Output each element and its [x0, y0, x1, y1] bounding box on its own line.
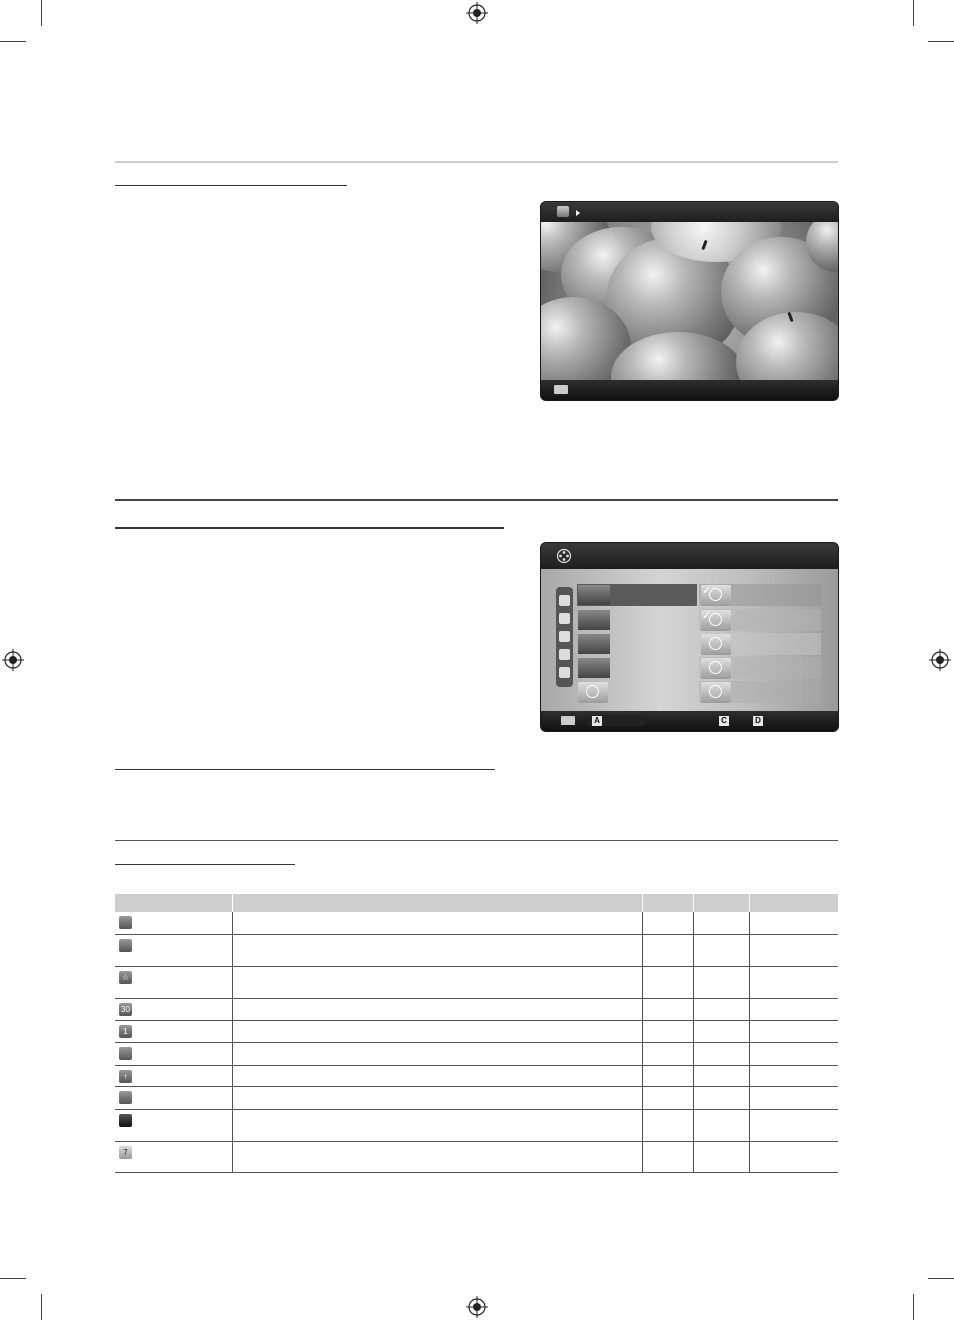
folder-icon	[119, 916, 132, 929]
video-thumbnail[interactable]	[578, 634, 610, 654]
film-reel-placeholder[interactable]	[701, 658, 731, 679]
crop-mark	[913, 0, 914, 26]
registration-mark-icon	[466, 2, 488, 24]
category-rail	[556, 587, 573, 687]
table-row	[115, 935, 838, 967]
table-row	[115, 1021, 838, 1043]
video-thumbnail[interactable]	[578, 658, 610, 678]
table-row	[115, 1066, 838, 1087]
c-button[interactable]: C	[719, 716, 729, 726]
person-icon	[119, 1047, 132, 1060]
person-icon[interactable]	[559, 667, 570, 678]
check-icon: ✓	[702, 585, 712, 597]
table-row	[115, 999, 838, 1021]
film-reel-placeholder[interactable]	[701, 634, 731, 655]
section-divider	[115, 840, 838, 841]
film-reel-placeholder[interactable]	[578, 682, 608, 703]
registration-mark-icon	[466, 1296, 488, 1318]
video-thumbnail[interactable]	[578, 585, 610, 605]
table-header-cell	[232, 894, 642, 912]
crop-mark	[928, 41, 954, 42]
table-header-cell	[693, 894, 749, 912]
play-icon	[576, 210, 580, 216]
crop-mark	[41, 1294, 42, 1320]
calendar-1-icon: 1	[119, 1025, 132, 1038]
music-photo-icon	[557, 206, 569, 217]
remote-icon	[554, 385, 568, 394]
table-row	[115, 1142, 838, 1173]
d-button[interactable]: D	[753, 716, 763, 726]
registration-mark-icon	[929, 649, 951, 671]
table-header-cell	[115, 894, 232, 912]
category-table	[115, 894, 838, 1173]
calendar-30-icon[interactable]	[559, 631, 570, 642]
crop-mark	[41, 0, 42, 26]
calendar-30-icon: 30	[119, 1003, 132, 1016]
star-icon: ☆	[119, 971, 132, 984]
media-list-footer	[541, 711, 838, 731]
media-list-screen	[541, 543, 838, 731]
table-header-cell	[749, 894, 838, 912]
heading-underline	[115, 527, 504, 529]
slideshow-bottom-bar	[541, 380, 838, 400]
slideshow-screen	[541, 202, 838, 400]
crop-mark	[928, 1278, 954, 1279]
slideshow-top-bar	[541, 202, 838, 222]
arrow-up-icon: ↑	[119, 1070, 132, 1083]
remote-icon	[561, 716, 575, 725]
apple-photo	[541, 222, 838, 380]
table-row	[115, 1110, 838, 1142]
pencil-icon	[119, 1091, 132, 1104]
image-icon[interactable]	[559, 613, 570, 624]
heading-underline	[115, 769, 495, 770]
calendar-1-icon[interactable]	[559, 649, 570, 660]
film-reel-placeholder[interactable]	[701, 682, 731, 703]
table-row	[115, 1043, 838, 1066]
media-list-header	[541, 543, 838, 569]
heading-underline	[115, 864, 295, 865]
a-button[interactable]: A	[592, 716, 602, 726]
crop-mark	[0, 41, 26, 42]
section-divider	[115, 499, 838, 501]
calendar-7-icon: 7	[119, 1146, 132, 1159]
video-thumbnail[interactable]	[578, 610, 610, 630]
section-divider	[115, 161, 838, 163]
table-row	[115, 912, 838, 935]
image-icon	[119, 939, 132, 952]
crop-mark	[913, 1294, 914, 1320]
table-row	[115, 1087, 838, 1110]
heading-underline	[115, 185, 347, 186]
table-row	[115, 967, 838, 999]
crop-mark	[0, 1278, 26, 1279]
film-reel-icon	[556, 548, 572, 564]
dark-square-icon	[119, 1114, 132, 1127]
check-icon: ✓	[702, 610, 712, 622]
registration-mark-icon	[2, 649, 24, 671]
folder-icon[interactable]	[559, 595, 570, 606]
table-header-cell	[642, 894, 693, 912]
table-header	[115, 894, 838, 912]
